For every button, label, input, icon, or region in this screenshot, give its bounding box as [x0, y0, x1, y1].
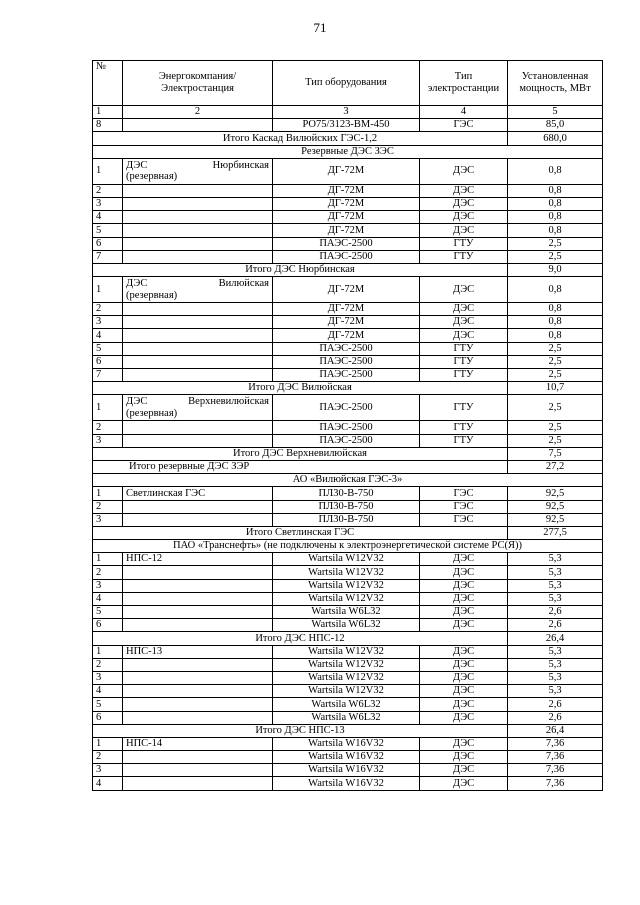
row-number: 5	[93, 224, 123, 237]
equipment-type: ПЛ30-В-750	[273, 487, 420, 500]
plant-type: ДЭС	[420, 658, 508, 671]
installed-capacity: 92,5	[508, 487, 603, 500]
total-label: Итого ДЭС НПС-13	[93, 724, 508, 737]
row-number: 6	[93, 711, 123, 724]
installed-capacity: 0,8	[508, 277, 603, 303]
equipment-type: ПЛ30-В-750	[273, 500, 420, 513]
station-name	[123, 566, 273, 579]
equipment-type: Wartsila W6L32	[273, 606, 420, 619]
row-number: 6	[93, 355, 123, 368]
equipment-type: Wartsila W12V32	[273, 566, 420, 579]
section-title: Резервные ДЭС ЗЭС	[93, 145, 603, 158]
row-number: 4	[93, 777, 123, 790]
table-row	[93, 369, 603, 382]
total-label: Итого резервные ДЭС ЗЭР	[93, 460, 508, 473]
station-name	[123, 119, 273, 132]
installed-capacity: 0,8	[508, 158, 603, 184]
equipment-type: Wartsila W12V32	[273, 553, 420, 566]
table-row	[93, 250, 603, 263]
plant-type: ДЭС	[420, 553, 508, 566]
equipment-type: Wartsila W16V32	[273, 751, 420, 764]
equipment-type: Wartsila W6L32	[273, 711, 420, 724]
installed-capacity: 0,8	[508, 224, 603, 237]
station-name	[123, 197, 273, 210]
row-number: 6	[93, 619, 123, 632]
table-header-row	[93, 61, 603, 106]
station-name	[123, 777, 273, 790]
table-row	[93, 434, 603, 447]
table-row	[93, 224, 603, 237]
station-name	[123, 303, 273, 316]
station-name	[123, 395, 273, 421]
plant-type: ДЭС	[420, 579, 508, 592]
row-number: 1	[93, 645, 123, 658]
total-capacity: 26,4	[508, 632, 603, 645]
total-capacity: 680,0	[508, 132, 603, 145]
installed-capacity: 5,3	[508, 671, 603, 684]
equipment-type: Wartsila W12V32	[273, 645, 420, 658]
header-capacity: Установленная мощность, МВт	[508, 61, 603, 106]
installed-capacity: 2,6	[508, 711, 603, 724]
plant-type: ДЭС	[420, 737, 508, 750]
row-number: 1	[93, 487, 123, 500]
station-name: НПС-13	[123, 645, 273, 658]
total-label: Итого ДЭС Верхневилюйская	[93, 447, 508, 460]
row-number: 1	[93, 158, 123, 184]
installed-capacity: 7,36	[508, 751, 603, 764]
plant-type: ГЭС	[420, 487, 508, 500]
plant-type: ГТУ	[420, 342, 508, 355]
plant-type: ДЭС	[420, 329, 508, 342]
row-number: 6	[93, 237, 123, 250]
total-capacity: 27,2	[508, 460, 603, 473]
equipment-type: РО75/3123-ВМ-450	[273, 119, 420, 132]
installed-capacity: 2,6	[508, 606, 603, 619]
installed-capacity: 2,5	[508, 421, 603, 434]
installed-capacity: 2,5	[508, 237, 603, 250]
station-name	[123, 237, 273, 250]
header-num: №	[93, 61, 123, 106]
table-row	[93, 513, 603, 526]
installed-capacity: 2,5	[508, 250, 603, 263]
station-name	[123, 685, 273, 698]
section-row	[93, 474, 603, 487]
total-label: Итого ДЭС Вилюйская	[93, 382, 508, 395]
installed-capacity: 2,6	[508, 619, 603, 632]
station-name-prefix: ДЭС	[126, 396, 148, 408]
equipment-type: Wartsila W12V32	[273, 579, 420, 592]
equipment-type: ДГ-72М	[273, 211, 420, 224]
row-number: 3	[93, 764, 123, 777]
equipment-type: Wartsila W6L32	[273, 698, 420, 711]
station-name	[123, 698, 273, 711]
table-row	[93, 316, 603, 329]
equipment-type: Wartsila W12V32	[273, 658, 420, 671]
table-row	[93, 197, 603, 210]
section-row	[93, 145, 603, 158]
table-row	[93, 119, 603, 132]
total-row	[93, 263, 603, 276]
installed-capacity: 5,3	[508, 645, 603, 658]
equipment-type: ПАЭС-2500	[273, 237, 420, 250]
table-row	[93, 553, 603, 566]
plant-type: ДЭС	[420, 224, 508, 237]
installed-capacity: 5,3	[508, 566, 603, 579]
equipment-type: Wartsila W6L32	[273, 619, 420, 632]
station-name: Светлинская ГЭС	[123, 487, 273, 500]
col-index-3: 3	[273, 106, 420, 119]
station-name	[123, 211, 273, 224]
row-number: 3	[93, 197, 123, 210]
plant-type: ГТУ	[420, 395, 508, 421]
section-title: АО «Вилюйская ГЭС-3»	[93, 474, 603, 487]
table-row	[93, 566, 603, 579]
plant-type: ДЭС	[420, 303, 508, 316]
equipment-type: ПАЭС-2500	[273, 355, 420, 368]
table-row	[93, 606, 603, 619]
plant-type: ДЭС	[420, 606, 508, 619]
equipment-type: ПАЭС-2500	[273, 395, 420, 421]
equipment-type: Wartsila W16V32	[273, 737, 420, 750]
table-row	[93, 671, 603, 684]
row-number: 3	[93, 579, 123, 592]
station-name-main: Нюрбинская	[212, 159, 269, 171]
station-name	[123, 606, 273, 619]
installed-capacity: 0,8	[508, 303, 603, 316]
equipment-type: ДГ-72М	[273, 277, 420, 303]
plant-type: ГЭС	[420, 513, 508, 526]
equipment-type: ДГ-72М	[273, 184, 420, 197]
station-name	[123, 184, 273, 197]
col-index-4: 4	[420, 106, 508, 119]
installed-capacity: 92,5	[508, 500, 603, 513]
table-row	[93, 737, 603, 750]
installed-capacity: 2,6	[508, 698, 603, 711]
plant-type: ДЭС	[420, 711, 508, 724]
table-row	[93, 645, 603, 658]
station-name	[123, 434, 273, 447]
station-name	[123, 342, 273, 355]
installed-capacity: 5,3	[508, 592, 603, 605]
total-row	[93, 460, 603, 473]
row-number: 5	[93, 606, 123, 619]
total-label: Итого ДЭС НПС-12	[93, 632, 508, 645]
total-capacity: 10,7	[508, 382, 603, 395]
total-row	[93, 632, 603, 645]
table-row	[93, 211, 603, 224]
header-equipment: Тип оборудования	[273, 61, 420, 106]
installed-capacity: 5,3	[508, 553, 603, 566]
equipment-type: Wartsila W16V32	[273, 777, 420, 790]
header-type: Тип электростанции	[420, 61, 508, 106]
station-name	[123, 158, 273, 184]
total-row	[93, 724, 603, 737]
table-row	[93, 303, 603, 316]
station-name	[123, 513, 273, 526]
row-number: 4	[93, 685, 123, 698]
plant-type: ГТУ	[420, 369, 508, 382]
plant-type: ГТУ	[420, 250, 508, 263]
table-row	[93, 487, 603, 500]
table-row	[93, 685, 603, 698]
total-row	[93, 526, 603, 539]
table-row	[93, 764, 603, 777]
row-number: 8	[93, 119, 123, 132]
station-name	[123, 421, 273, 434]
row-number: 2	[93, 184, 123, 197]
station-name	[123, 671, 273, 684]
installed-capacity: 2,5	[508, 434, 603, 447]
plant-type: ДЭС	[420, 685, 508, 698]
equipment-type: ПЛ30-В-750	[273, 513, 420, 526]
equipment-type: ДГ-72М	[273, 224, 420, 237]
table-body	[93, 119, 603, 790]
plant-type: ДЭС	[420, 158, 508, 184]
equipment-type: ДГ-72М	[273, 316, 420, 329]
total-capacity: 277,5	[508, 526, 603, 539]
row-number: 3	[93, 513, 123, 526]
installed-capacity: 5,3	[508, 685, 603, 698]
table-row	[93, 277, 603, 303]
header-company: Энергокомпания/ Электростанция	[123, 61, 273, 106]
row-number: 3	[93, 316, 123, 329]
total-row	[93, 132, 603, 145]
station-name	[123, 316, 273, 329]
plant-type: ДЭС	[420, 592, 508, 605]
table-row	[93, 777, 603, 790]
table-row	[93, 579, 603, 592]
power-plants-table	[92, 60, 603, 791]
table-row	[93, 619, 603, 632]
total-row	[93, 382, 603, 395]
plant-type: ДЭС	[420, 619, 508, 632]
row-number: 7	[93, 369, 123, 382]
plant-type: ГТУ	[420, 237, 508, 250]
installed-capacity: 5,3	[508, 658, 603, 671]
plant-type: ДЭС	[420, 645, 508, 658]
row-number: 3	[93, 434, 123, 447]
col-index-5: 5	[508, 106, 603, 119]
plant-type: ДЭС	[420, 764, 508, 777]
installed-capacity: 2,5	[508, 395, 603, 421]
equipment-type: ДГ-72М	[273, 158, 420, 184]
row-number: 2	[93, 751, 123, 764]
installed-capacity: 0,8	[508, 197, 603, 210]
equipment-type: Wartsila W12V32	[273, 685, 420, 698]
installed-capacity: 0,8	[508, 316, 603, 329]
installed-capacity: 2,5	[508, 355, 603, 368]
plant-type: ГЭС	[420, 119, 508, 132]
equipment-type: ДГ-72М	[273, 303, 420, 316]
station-name	[123, 224, 273, 237]
row-number: 2	[93, 658, 123, 671]
station-name	[123, 751, 273, 764]
row-number: 1	[93, 553, 123, 566]
row-number: 2	[93, 566, 123, 579]
table-row	[93, 342, 603, 355]
table-row	[93, 711, 603, 724]
table-row	[93, 355, 603, 368]
table-row	[93, 751, 603, 764]
row-number: 4	[93, 592, 123, 605]
station-name	[123, 329, 273, 342]
plant-type: ДЭС	[420, 211, 508, 224]
table-row	[93, 500, 603, 513]
equipment-type: Wartsila W16V32	[273, 764, 420, 777]
plant-type: ГТУ	[420, 434, 508, 447]
installed-capacity: 0,8	[508, 211, 603, 224]
plant-type: ДЭС	[420, 277, 508, 303]
installed-capacity: 85,0	[508, 119, 603, 132]
station-name	[123, 592, 273, 605]
equipment-type: ПАЭС-2500	[273, 369, 420, 382]
row-number: 7	[93, 250, 123, 263]
station-name: НПС-14	[123, 737, 273, 750]
total-label: Итого Светлинская ГЭС	[93, 526, 508, 539]
station-name	[123, 250, 273, 263]
plant-type: ДЭС	[420, 671, 508, 684]
table-row	[93, 237, 603, 250]
plant-type: ДЭС	[420, 197, 508, 210]
plant-type: ГЭС	[420, 500, 508, 513]
equipment-type: Wartsila W12V32	[273, 592, 420, 605]
station-name: НПС-12	[123, 553, 273, 566]
installed-capacity: 92,5	[508, 513, 603, 526]
equipment-type: Wartsila W12V32	[273, 671, 420, 684]
equipment-type: ДГ-72М	[273, 197, 420, 210]
row-number: 4	[93, 211, 123, 224]
station-name	[123, 579, 273, 592]
section-row	[93, 540, 603, 553]
station-name-note: (резервная)	[126, 407, 178, 419]
table-row	[93, 184, 603, 197]
total-capacity: 7,5	[508, 447, 603, 460]
row-number: 5	[93, 342, 123, 355]
station-name	[123, 277, 273, 303]
table-row	[93, 421, 603, 434]
station-name-main: Вилюйская	[218, 277, 269, 289]
col-index-2: 2	[123, 106, 273, 119]
station-name	[123, 764, 273, 777]
table-row	[93, 158, 603, 184]
table-row	[93, 592, 603, 605]
plant-type: ГТУ	[420, 421, 508, 434]
installed-capacity: 7,36	[508, 737, 603, 750]
total-row	[93, 447, 603, 460]
plant-type: ДЭС	[420, 698, 508, 711]
equipment-type: ПАЭС-2500	[273, 421, 420, 434]
equipment-type: ПАЭС-2500	[273, 342, 420, 355]
station-name-note: (резервная)	[126, 171, 178, 183]
station-name	[123, 355, 273, 368]
row-number: 1	[93, 737, 123, 750]
total-capacity: 26,4	[508, 724, 603, 737]
plant-type: ДЭС	[420, 184, 508, 197]
plant-type: ДЭС	[420, 751, 508, 764]
installed-capacity: 2,5	[508, 342, 603, 355]
section-title: ПАО «Транснефть» (не подключены к электроэнергетической системе РС(Я))	[93, 540, 603, 553]
row-number: 2	[93, 303, 123, 316]
equipment-type: ПАЭС-2500	[273, 434, 420, 447]
col-index-1: 1	[93, 106, 123, 119]
installed-capacity: 2,5	[508, 369, 603, 382]
row-number: 4	[93, 329, 123, 342]
station-name	[123, 711, 273, 724]
plant-type: ГТУ	[420, 355, 508, 368]
station-name	[123, 500, 273, 513]
table-row	[93, 658, 603, 671]
installed-capacity: 0,8	[508, 329, 603, 342]
table-row	[93, 395, 603, 421]
plant-type: ДЭС	[420, 566, 508, 579]
installed-capacity: 7,36	[508, 764, 603, 777]
total-label: Итого ДЭС Нюрбинская	[93, 263, 508, 276]
page-number: 71	[313, 20, 327, 35]
station-name-prefix: ДЭС	[126, 159, 148, 171]
installed-capacity: 5,3	[508, 579, 603, 592]
plant-type: ДЭС	[420, 316, 508, 329]
column-index-row	[93, 106, 603, 119]
equipment-type: ПАЭС-2500	[273, 250, 420, 263]
table-row	[93, 329, 603, 342]
row-number: 2	[93, 421, 123, 434]
row-number: 3	[93, 671, 123, 684]
table-row	[93, 698, 603, 711]
station-name-prefix: ДЭС	[126, 277, 148, 289]
equipment-type: ДГ-72М	[273, 329, 420, 342]
station-name	[123, 619, 273, 632]
plant-type: ДЭС	[420, 777, 508, 790]
station-name-note: (резервная)	[126, 289, 178, 301]
total-label: Итого Каскад Вилюйских ГЭС-1,2	[93, 132, 508, 145]
installed-capacity: 0,8	[508, 184, 603, 197]
station-name	[123, 658, 273, 671]
station-name	[123, 369, 273, 382]
row-number: 2	[93, 500, 123, 513]
station-name-main: Верхневилюйская	[188, 396, 269, 408]
installed-capacity: 7,36	[508, 777, 603, 790]
total-capacity: 9,0	[508, 263, 603, 276]
row-number: 1	[93, 277, 123, 303]
row-number: 1	[93, 395, 123, 421]
row-number: 5	[93, 698, 123, 711]
